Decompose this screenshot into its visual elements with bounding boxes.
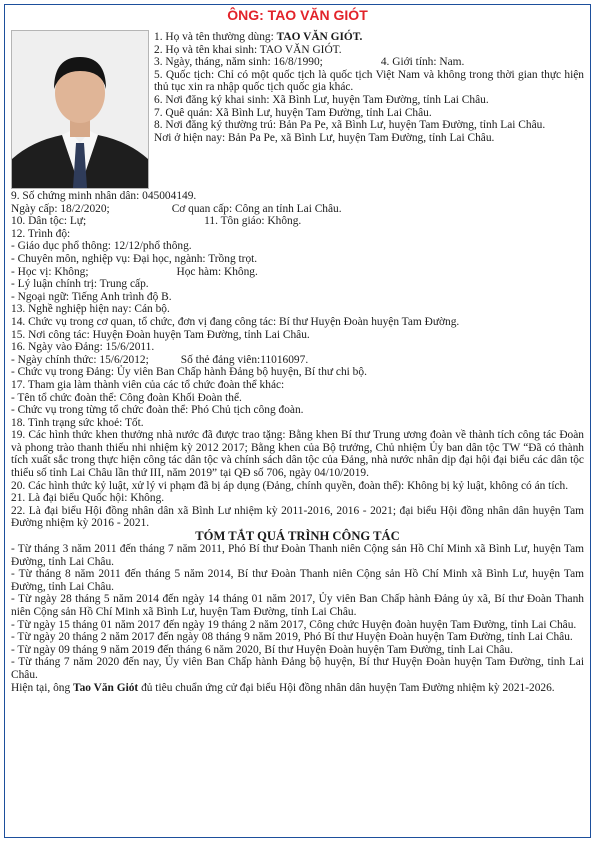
- career-item: - Từ ngày 09 tháng 9 năm 2019 đến tháng 6 năm 2020, Bí thư Huyện Đoàn huyện Tam Đường, tỉnh Lai Châu.: [11, 643, 513, 656]
- gender: 4. Giới tính: Nam.: [380, 56, 465, 69]
- political-theory: - Lý luận chính trị: Trung cấp.: [11, 278, 149, 291]
- religion: 11. Tôn giáo: Không.: [204, 215, 302, 228]
- career-item: - Từ tháng 7 năm 2020 đến nay, Ủy viên Ban Chấp hành Đảng bộ huyện, Bí thư Huyện Đoàn huyện Tam Đường, tỉnh Lai Châu.: [11, 656, 584, 681]
- id-issue-line: [11, 203, 584, 216]
- academic-title: Học hàm: Không.: [176, 265, 258, 278]
- party-position: - Chức vụ trong Đảng: Ủy viên Ban Chấp hành Đảng bộ huyện, Bí thư chi bộ.: [11, 366, 367, 379]
- closing-text-a: Hiện tại, ông: [11, 681, 74, 694]
- page-title: ÔNG: TAO VĂN GIÓT: [227, 7, 368, 23]
- career-item: - Từ tháng 3 năm 2011 đến tháng 7 năm 2011, Phó Bí thư Đoàn Thanh niên Cộng sản Hồ Chí Minh xã Bình Lư, huyện Tam Đường, tỉnh Lai Châu.: [11, 543, 584, 568]
- career-item: - Từ tháng 8 năm 2011 đến tháng 5 năm 2014, Bí thư Đoàn Thanh niên Cộng sản Hồ Chí Minh xã Bình Lư, huyện Tam Đường, tỉnh Lai Châu.: [11, 568, 584, 593]
- info-line-7: 7. Quê quán: Xã Bình Lư, huyện Tam Đường, tỉnh Lai Châu.: [154, 106, 432, 119]
- career-item: - Từ ngày 28 tháng 5 năm 2014 đến ngày 14 tháng 01 năm 2017, Ủy viên Ban Chấp hành Đảng ủy xã, Bí thư Đoàn Thanh niên Cộng sản Hồ Chí Minh xã Bình Lư, huyện Tam Đường, tỉnh Lai Châu.: [11, 593, 584, 618]
- organization-name: - Tên tổ chức đoàn thể: Công đoàn Khối Đoàn thể.: [11, 391, 242, 404]
- candidate-photo: [11, 30, 149, 189]
- ethnicity-religion-line: [11, 215, 584, 228]
- foreign-language: - Ngoại ngữ: Tiếng Anh trình độ B.: [11, 290, 172, 303]
- organization-position: - Chức vụ trong từng tổ chức đoàn thể: Phó Chủ tịch công đoàn.: [11, 404, 304, 417]
- national-assembly: 21. Là đại biểu Quốc hội: Không.: [11, 492, 165, 505]
- portrait-image: [12, 31, 148, 188]
- personal-info-body: [11, 190, 584, 694]
- ethnicity: 10. Dân tộc: Lự;: [11, 215, 87, 228]
- specialization: - Chuyên môn, nghiệp vụ: Đại học, ngành: Trồng trọt.: [11, 252, 258, 265]
- info-line-1: [154, 31, 584, 44]
- career-section-title: TÓM TẮT QUÁ TRÌNH CÔNG TÁC: [195, 529, 400, 544]
- organizations-heading: 17. Tham gia làm thành viên của các tổ chức đoàn thể khác:: [11, 378, 285, 391]
- party-official-date: - Ngày chính thức: 15/6/2012;: [11, 353, 149, 366]
- info-line-6: 6. Nơi đăng ký khai sinh: Xã Bình Lư, huyện Tam Đường, tỉnh Lai Châu.: [154, 93, 489, 106]
- common-name: TAO VĂN GIÓT.: [276, 31, 363, 43]
- party-join-date: 16. Ngày vào Đảng: 15/6/2011.: [11, 341, 155, 354]
- info-line-1-label: 1. Họ và tên thường dùng:: [154, 31, 277, 43]
- current-position: 14. Chức vụ trong cơ quan, tổ chức, đơn vị đang công tác: Bí thư Huyện Đoàn huyện Tam Đường.: [11, 315, 460, 328]
- general-education: - Giáo dục phổ thông: 12/12/phổ thông.: [11, 240, 192, 253]
- degree-line: [11, 266, 584, 279]
- closing-statement: [11, 682, 584, 695]
- education-heading: 12. Trình độ:: [11, 227, 71, 240]
- career-item: - Từ ngày 20 tháng 2 năm 2017 đến ngày 08 tháng 9 năm 2019, Phó Bí thư Huyện Đoàn huyện Tam Đường, tỉnh Lai Châu.: [11, 631, 573, 644]
- info-line-8: 8. Nơi đăng ký thường trú: Bản Pa Pe, xã Bình Lư, huyện Tam Đường, tỉnh Lai Châu.: [154, 119, 546, 132]
- discipline: 20. Các hình thức kỷ luật, xử lý vi phạm đã bị áp dụng (Đảng, chính quyền, đoàn thể): Không bị kỷ luật, không có án tích.: [11, 479, 569, 492]
- awards: 19. Các hình thức khen thưởng nhà nước đã được trao tặng: Bằng khen Bí thư Trung ương đoàn về thành tích công tác Đoàn và phong trào thanh thiếu nhi nhiệm kỳ 2012 2017; Bằng khen của Bộ trưởng, Chủ nhiệm Ủy ban dân tộc TW “Đã có thành tích xuất sắc trong thực hiện công tác dân tộc và chính sách dân tộc của Đảng, nhà nước nhân dịp đại hội đại biểu các dân tộc thiểu số tỉnh Lai Châu lần thứ III, năm 2019” tại QĐ số 706, ngày 04/10/2019.: [11, 429, 584, 480]
- id-issue-date: Ngày cấp: 18/2/2020;: [11, 202, 110, 215]
- id-number: 9. Số chứng minh nhân dân: 045004149.: [11, 190, 197, 202]
- info-line-2: 2. Họ và tên khai sinh: TAO VĂN GIÓT.: [154, 43, 342, 56]
- closing-candidate-name: Tao Văn Giót: [73, 681, 139, 694]
- party-official-line: [11, 354, 584, 367]
- council-membership: 22. Là đại biểu Hội đồng nhân dân xã Bình Lư nhiệm kỳ 2011-2016, 2016 - 2021; đại biểu Hội đồng nhân dân huyện Tam Đường nhiệm kỳ 2016 - 2021.: [11, 504, 584, 530]
- id-issuer: Cơ quan cấp: Công an tỉnh Lai Châu.: [171, 202, 342, 215]
- workplace: 15. Nơi công tác: Huyện Đoàn huyện Tam Đường, tỉnh Lai Châu.: [11, 328, 310, 341]
- candidate-profile-page: [4, 4, 591, 838]
- health-status: 18. Tình trạng sức khoẻ: Tốt.: [11, 416, 144, 429]
- academic-degree: - Học vị: Không;: [11, 265, 89, 278]
- info-line-3: [154, 56, 584, 69]
- closing-text-b: đủ tiêu chuẩn ứng cử đại biểu Hội đồng nhân dân huyện Tam Đường nhiệm kỳ 2021-2026.: [138, 681, 555, 694]
- occupation: 13. Nghề nghiệp hiện nay: Cán bộ.: [11, 303, 170, 316]
- career-item: - Từ ngày 15 tháng 01 năm 2017 đến ngày 19 tháng 2 năm 2017, Công chức Huyện đoàn huyện Tam Đường, tỉnh Lai Châu.: [11, 618, 577, 631]
- birth-date: 3. Ngày, tháng, năm sinh: 16/8/1990;: [154, 56, 323, 69]
- info-line-5: 5. Quốc tịch: Chỉ có một quốc tịch là quốc tịch Việt Nam và không trong thời gian thực hiện thủ tục xin ra nhập quốc tịch quốc gia khác.: [154, 68, 584, 94]
- info-line-8b: Nơi ở hiện nay: Bản Pa Pe, xã Bình Lư, huyện Tam Đường, tỉnh Lai Châu.: [154, 131, 495, 144]
- personal-info-top: [154, 31, 584, 144]
- party-card-number: Số thẻ đảng viên:11016097.: [180, 353, 309, 366]
